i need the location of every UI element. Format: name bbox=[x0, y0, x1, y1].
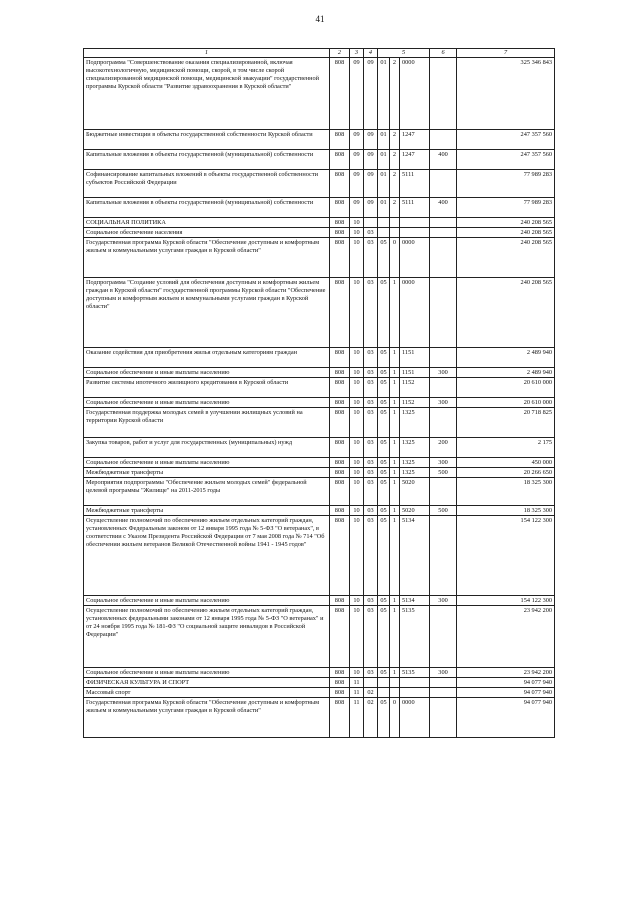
row-ministry-code: 808 bbox=[330, 130, 350, 150]
row-target-article-subprogram: 1 bbox=[390, 398, 400, 408]
row-name: Развитие системы ипотечного жилищного кредитования в Курской области bbox=[84, 378, 330, 398]
row-expense-type bbox=[430, 478, 457, 506]
table-row bbox=[84, 398, 555, 408]
table-row bbox=[84, 516, 555, 596]
table-row bbox=[84, 278, 555, 348]
row-name: Государственная программа Курской области "Обеспечение доступным и комфортным жильем и коммунальными услугами граждан в Курской области" bbox=[84, 238, 330, 278]
row-expense-type: 300 bbox=[430, 458, 457, 468]
table-row bbox=[84, 468, 555, 478]
row-ministry-code: 808 bbox=[330, 438, 350, 458]
row-ministry-code: 808 bbox=[330, 516, 350, 596]
row-target-article-subprogram bbox=[390, 688, 400, 698]
row-name: Закупка товаров, работ и услуг для государственных (муниципальных) нужд bbox=[84, 438, 330, 458]
row-name: Оказание содействия для приобретения жилья отдельным категориям граждан bbox=[84, 348, 330, 368]
row-ministry-code: 808 bbox=[330, 58, 350, 130]
row-ministry-code: 808 bbox=[330, 198, 350, 218]
row-target-article-direction: 1325 bbox=[400, 438, 430, 458]
row-expense-type: 300 bbox=[430, 596, 457, 606]
row-subsection-code: 03 bbox=[364, 368, 378, 378]
row-amount: 247 357 560 bbox=[457, 150, 555, 170]
column-header: 7 bbox=[457, 49, 555, 58]
table-body bbox=[84, 58, 555, 738]
row-name: Межбюджетные трансферты bbox=[84, 506, 330, 516]
row-name: Массовый спорт bbox=[84, 688, 330, 698]
row-section-code: 10 bbox=[350, 408, 364, 438]
row-amount: 20 718 825 bbox=[457, 408, 555, 438]
row-name: СОЦИАЛЬНАЯ ПОЛИТИКА bbox=[84, 218, 330, 228]
row-subsection-code: 03 bbox=[364, 478, 378, 506]
row-subsection-code: 03 bbox=[364, 348, 378, 368]
row-target-article-subprogram: 1 bbox=[390, 378, 400, 398]
row-name: ФИЗИЧЕСКАЯ КУЛЬТУРА И СПОРТ bbox=[84, 678, 330, 688]
table-row bbox=[84, 408, 555, 438]
row-target-article-program bbox=[378, 688, 390, 698]
row-target-article-program: 05 bbox=[378, 668, 390, 678]
row-target-article-direction: 1325 bbox=[400, 468, 430, 478]
row-section-code: 10 bbox=[350, 468, 364, 478]
row-name: Государственная программа Курской области "Обеспечение доступным и комфортным жильем и коммунальными услугами граждан в Курской области" bbox=[84, 698, 330, 738]
table-row bbox=[84, 218, 555, 228]
row-expense-type: 500 bbox=[430, 468, 457, 478]
row-subsection-code: 02 bbox=[364, 688, 378, 698]
row-name: Социальное обеспечение и иные выплаты населению bbox=[84, 458, 330, 468]
row-expense-type: 400 bbox=[430, 198, 457, 218]
row-section-code: 10 bbox=[350, 218, 364, 228]
row-subsection-code: 03 bbox=[364, 398, 378, 408]
row-subsection-code: 03 bbox=[364, 468, 378, 478]
row-target-article-direction: 0000 bbox=[400, 58, 430, 130]
table-row bbox=[84, 688, 555, 698]
row-target-article-program: 05 bbox=[378, 408, 390, 438]
table-row bbox=[84, 348, 555, 368]
row-target-article-program: 05 bbox=[378, 458, 390, 468]
table-row bbox=[84, 228, 555, 238]
row-amount: 240 208 565 bbox=[457, 278, 555, 348]
row-name: Социальное обеспечение и иные выплаты населению bbox=[84, 368, 330, 378]
column-header: 4 bbox=[364, 49, 378, 58]
row-ministry-code: 808 bbox=[330, 606, 350, 668]
row-target-article-program: 01 bbox=[378, 58, 390, 130]
row-section-code: 10 bbox=[350, 378, 364, 398]
row-expense-type bbox=[430, 516, 457, 596]
row-name: Государственная поддержка молодых семей в улучшении жилищных условий на территории Курской области bbox=[84, 408, 330, 438]
row-expense-type bbox=[430, 170, 457, 198]
row-ministry-code: 808 bbox=[330, 348, 350, 368]
row-section-code: 10 bbox=[350, 606, 364, 668]
row-ministry-code: 808 bbox=[330, 688, 350, 698]
row-subsection-code bbox=[364, 678, 378, 688]
row-ministry-code: 808 bbox=[330, 478, 350, 506]
row-target-article-direction: 1325 bbox=[400, 458, 430, 468]
row-ministry-code: 808 bbox=[330, 668, 350, 678]
row-expense-type: 400 bbox=[430, 150, 457, 170]
row-target-article-direction: 5020 bbox=[400, 506, 430, 516]
row-ministry-code: 808 bbox=[330, 368, 350, 378]
row-expense-type bbox=[430, 698, 457, 738]
table-row bbox=[84, 238, 555, 278]
row-target-article-direction: 5135 bbox=[400, 606, 430, 668]
row-target-article-program: 05 bbox=[378, 238, 390, 278]
row-section-code: 10 bbox=[350, 668, 364, 678]
row-target-article-subprogram: 0 bbox=[390, 698, 400, 738]
row-target-article-direction: 5134 bbox=[400, 516, 430, 596]
table-row bbox=[84, 606, 555, 668]
row-ministry-code: 808 bbox=[330, 408, 350, 438]
table-row bbox=[84, 698, 555, 738]
table-row bbox=[84, 150, 555, 170]
table-row bbox=[84, 596, 555, 606]
column-header: 3 bbox=[350, 49, 364, 58]
row-subsection-code bbox=[364, 218, 378, 228]
row-expense-type bbox=[430, 228, 457, 238]
page-number: 41 bbox=[315, 14, 325, 24]
row-target-article-subprogram: 1 bbox=[390, 458, 400, 468]
row-target-article-subprogram bbox=[390, 228, 400, 238]
row-target-article-program: 01 bbox=[378, 198, 390, 218]
row-target-article-direction: 5111 bbox=[400, 170, 430, 198]
row-subsection-code: 03 bbox=[364, 408, 378, 438]
row-target-article-subprogram: 1 bbox=[390, 348, 400, 368]
row-target-article-subprogram: 1 bbox=[390, 408, 400, 438]
row-ministry-code: 808 bbox=[330, 506, 350, 516]
row-subsection-code: 03 bbox=[364, 606, 378, 668]
row-target-article-subprogram: 1 bbox=[390, 368, 400, 378]
row-target-article-program bbox=[378, 678, 390, 688]
row-target-article-subprogram: 1 bbox=[390, 606, 400, 668]
row-subsection-code: 09 bbox=[364, 170, 378, 198]
row-section-code: 11 bbox=[350, 698, 364, 738]
row-amount: 325 346 843 bbox=[457, 58, 555, 130]
row-subsection-code: 03 bbox=[364, 438, 378, 458]
row-expense-type: 500 bbox=[430, 506, 457, 516]
table-row bbox=[84, 170, 555, 198]
row-target-article-direction bbox=[400, 678, 430, 688]
row-amount: 94 077 940 bbox=[457, 678, 555, 688]
row-section-code: 10 bbox=[350, 516, 364, 596]
row-target-article-direction bbox=[400, 228, 430, 238]
column-header: 2 bbox=[330, 49, 350, 58]
row-target-article-program: 05 bbox=[378, 398, 390, 408]
row-target-article-program bbox=[378, 228, 390, 238]
row-amount: 18 325 300 bbox=[457, 506, 555, 516]
row-expense-type bbox=[430, 278, 457, 348]
row-subsection-code: 02 bbox=[364, 698, 378, 738]
row-amount: 94 077 940 bbox=[457, 698, 555, 738]
row-subsection-code: 03 bbox=[364, 458, 378, 468]
row-section-code: 09 bbox=[350, 58, 364, 130]
row-section-code: 09 bbox=[350, 170, 364, 198]
row-amount: 20 610 000 bbox=[457, 378, 555, 398]
row-target-article-program: 05 bbox=[378, 516, 390, 596]
row-target-article-direction: 0000 bbox=[400, 238, 430, 278]
row-target-article-subprogram: 2 bbox=[390, 130, 400, 150]
row-subsection-code: 09 bbox=[364, 150, 378, 170]
row-expense-type bbox=[430, 678, 457, 688]
row-ministry-code: 808 bbox=[330, 596, 350, 606]
row-amount: 154 122 300 bbox=[457, 596, 555, 606]
row-subsection-code: 09 bbox=[364, 130, 378, 150]
table-row bbox=[84, 458, 555, 468]
row-subsection-code: 03 bbox=[364, 596, 378, 606]
row-section-code: 10 bbox=[350, 596, 364, 606]
row-target-article-direction: 5135 bbox=[400, 668, 430, 678]
row-expense-type: 200 bbox=[430, 438, 457, 458]
row-amount: 23 942 200 bbox=[457, 606, 555, 668]
row-section-code: 11 bbox=[350, 688, 364, 698]
row-target-article-direction: 1247 bbox=[400, 150, 430, 170]
row-target-article-direction: 5111 bbox=[400, 198, 430, 218]
row-target-article-direction: 5020 bbox=[400, 478, 430, 506]
row-expense-type bbox=[430, 408, 457, 438]
table-row bbox=[84, 438, 555, 458]
row-section-code: 10 bbox=[350, 478, 364, 506]
row-amount: 77 989 283 bbox=[457, 170, 555, 198]
row-target-article-program: 05 bbox=[378, 506, 390, 516]
row-target-article-direction: 1151 bbox=[400, 368, 430, 378]
row-target-article-subprogram bbox=[390, 678, 400, 688]
row-target-article-direction: 1247 bbox=[400, 130, 430, 150]
row-name: Социальное обеспечение населения bbox=[84, 228, 330, 238]
row-amount: 2 489 940 bbox=[457, 348, 555, 368]
row-target-article-program bbox=[378, 218, 390, 228]
row-target-article-program: 05 bbox=[378, 698, 390, 738]
column-header: 6 bbox=[430, 49, 457, 58]
row-subsection-code: 09 bbox=[364, 58, 378, 130]
row-subsection-code: 03 bbox=[364, 378, 378, 398]
column-header: 1 bbox=[84, 49, 330, 58]
row-section-code: 10 bbox=[350, 368, 364, 378]
row-subsection-code: 03 bbox=[364, 516, 378, 596]
row-expense-type bbox=[430, 348, 457, 368]
row-section-code: 10 bbox=[350, 398, 364, 408]
row-target-article-subprogram: 1 bbox=[390, 468, 400, 478]
row-expense-type bbox=[430, 130, 457, 150]
row-target-article-subprogram: 2 bbox=[390, 170, 400, 198]
row-ministry-code: 808 bbox=[330, 218, 350, 228]
row-amount: 240 208 565 bbox=[457, 218, 555, 228]
row-target-article-subprogram: 1 bbox=[390, 516, 400, 596]
table-row bbox=[84, 378, 555, 398]
row-amount: 2 175 bbox=[457, 438, 555, 458]
table-row bbox=[84, 368, 555, 378]
row-expense-type bbox=[430, 688, 457, 698]
row-target-article-program: 05 bbox=[378, 368, 390, 378]
row-amount: 77 989 283 bbox=[457, 198, 555, 218]
row-expense-type: 300 bbox=[430, 398, 457, 408]
row-target-article-program: 01 bbox=[378, 150, 390, 170]
row-section-code: 10 bbox=[350, 458, 364, 468]
row-target-article-direction: 5134 bbox=[400, 596, 430, 606]
table-row bbox=[84, 506, 555, 516]
row-subsection-code: 03 bbox=[364, 228, 378, 238]
row-target-article-program: 05 bbox=[378, 478, 390, 506]
row-name: Социальное обеспечение и иные выплаты населению bbox=[84, 596, 330, 606]
row-amount: 240 208 565 bbox=[457, 228, 555, 238]
budget-table bbox=[83, 48, 555, 738]
table-header-row bbox=[84, 49, 555, 58]
row-amount: 247 357 560 bbox=[457, 130, 555, 150]
row-target-article-subprogram: 2 bbox=[390, 198, 400, 218]
row-amount: 94 077 940 bbox=[457, 688, 555, 698]
row-expense-type bbox=[430, 58, 457, 130]
row-name: Осуществление полномочий по обеспечению жильем отдельных категорий граждан, установленных федеральными законами от 12 января 1995 года № 5-ФЗ "О ветеранах" и от 24 ноября 1995 года № 181-ФЗ "О социальной защите инвалидов в Российской Федерации" bbox=[84, 606, 330, 668]
row-name: Социальное обеспечение и иные выплаты населению bbox=[84, 398, 330, 408]
row-target-article-direction bbox=[400, 218, 430, 228]
row-expense-type bbox=[430, 606, 457, 668]
row-target-article-direction: 1152 bbox=[400, 378, 430, 398]
row-amount: 450 000 bbox=[457, 458, 555, 468]
row-target-article-direction: 1325 bbox=[400, 408, 430, 438]
row-target-article-program: 05 bbox=[378, 596, 390, 606]
row-target-article-direction: 1151 bbox=[400, 348, 430, 368]
row-target-article-program: 05 bbox=[378, 378, 390, 398]
row-section-code: 10 bbox=[350, 228, 364, 238]
row-amount: 240 208 565 bbox=[457, 238, 555, 278]
row-ministry-code: 808 bbox=[330, 278, 350, 348]
row-expense-type: 300 bbox=[430, 368, 457, 378]
row-amount: 2 489 940 bbox=[457, 368, 555, 378]
row-ministry-code: 808 bbox=[330, 170, 350, 198]
row-expense-type bbox=[430, 218, 457, 228]
row-target-article-program: 05 bbox=[378, 278, 390, 348]
row-amount: 23 942 200 bbox=[457, 668, 555, 678]
row-target-article-program: 01 bbox=[378, 170, 390, 198]
row-target-article-direction bbox=[400, 688, 430, 698]
table-row bbox=[84, 198, 555, 218]
row-section-code: 09 bbox=[350, 198, 364, 218]
row-target-article-subprogram: 1 bbox=[390, 506, 400, 516]
row-amount: 18 325 300 bbox=[457, 478, 555, 506]
row-section-code: 09 bbox=[350, 150, 364, 170]
row-ministry-code: 808 bbox=[330, 228, 350, 238]
row-target-article-program: 01 bbox=[378, 130, 390, 150]
row-section-code: 10 bbox=[350, 506, 364, 516]
row-target-article-subprogram: 1 bbox=[390, 278, 400, 348]
table-row bbox=[84, 678, 555, 688]
row-name: Капитальные вложения в объекты государственной (муниципальной) собственности bbox=[84, 150, 330, 170]
table-row bbox=[84, 58, 555, 130]
row-expense-type bbox=[430, 238, 457, 278]
row-ministry-code: 808 bbox=[330, 150, 350, 170]
row-target-article-subprogram: 2 bbox=[390, 150, 400, 170]
row-ministry-code: 808 bbox=[330, 238, 350, 278]
row-subsection-code: 09 bbox=[364, 198, 378, 218]
row-target-article-direction: 1152 bbox=[400, 398, 430, 408]
row-name: Капитальные вложения в объекты государственной (муниципальной) собственности bbox=[84, 198, 330, 218]
row-target-article-subprogram bbox=[390, 218, 400, 228]
row-subsection-code: 03 bbox=[364, 506, 378, 516]
row-name: Межбюджетные трансферты bbox=[84, 468, 330, 478]
row-target-article-subprogram: 2 bbox=[390, 58, 400, 130]
row-ministry-code: 808 bbox=[330, 398, 350, 408]
row-ministry-code: 808 bbox=[330, 468, 350, 478]
row-section-code: 09 bbox=[350, 130, 364, 150]
row-amount: 154 122 300 bbox=[457, 516, 555, 596]
row-section-code: 11 bbox=[350, 678, 364, 688]
row-target-article-subprogram: 0 bbox=[390, 238, 400, 278]
row-target-article-subprogram: 1 bbox=[390, 438, 400, 458]
row-expense-type bbox=[430, 378, 457, 398]
row-name: Социальное обеспечение и иные выплаты населению bbox=[84, 668, 330, 678]
row-target-article-subprogram: 1 bbox=[390, 668, 400, 678]
row-section-code: 10 bbox=[350, 348, 364, 368]
row-section-code: 10 bbox=[350, 438, 364, 458]
row-name: Осуществление полномочий по обеспечению жильем отдельных категорий граждан, установленных Федеральным законом от 12 января 1995 года № 5-ФЗ "О ветеранах", в соответствии с Указом Президента Российской Федерации от 7 мая 2008 года № 714 "Об обеспечении жильем ветеранов Великой Отечественной войны 1941 - 1945 годов" bbox=[84, 516, 330, 596]
row-name: Бюджетные инвестиции в объекты государственной собственности Курской области bbox=[84, 130, 330, 150]
table-row bbox=[84, 668, 555, 678]
row-subsection-code: 03 bbox=[364, 278, 378, 348]
row-target-article-program: 05 bbox=[378, 348, 390, 368]
table-row bbox=[84, 130, 555, 150]
row-target-article-direction: 0000 bbox=[400, 278, 430, 348]
table-row bbox=[84, 478, 555, 506]
row-target-article-program: 05 bbox=[378, 468, 390, 478]
row-ministry-code: 808 bbox=[330, 698, 350, 738]
row-target-article-program: 05 bbox=[378, 438, 390, 458]
row-subsection-code: 03 bbox=[364, 238, 378, 278]
row-expense-type: 300 bbox=[430, 668, 457, 678]
row-name: Софинансирование капитальных вложений в объекты государственной собственности субъектов Российской Федерации bbox=[84, 170, 330, 198]
row-ministry-code: 808 bbox=[330, 378, 350, 398]
row-target-article-subprogram: 1 bbox=[390, 478, 400, 506]
row-amount: 20 610 000 bbox=[457, 398, 555, 408]
row-name: Подпрограмма "Совершенствование оказания специализированной, включая высокотехнологичную, медицинской помощи, скорой, в том числе скорой специализированной медицинской помощи, медицинской эвакуации" государственной программы Курской области "Развитие здравоохранения в Курской области" bbox=[84, 58, 330, 130]
row-name: Подпрограмма "Создание условий для обеспечения доступным и комфортным жильем граждан в Курской области" государственной программы Курской области "Обеспечение доступным и комфортным жильем и коммунальными услугами граждан в Курской области" bbox=[84, 278, 330, 348]
row-target-article-subprogram: 1 bbox=[390, 596, 400, 606]
row-section-code: 10 bbox=[350, 278, 364, 348]
row-name: Мероприятия подпрограммы "Обеспечение жильем молодых семей" федеральной целевой программы "Жилище" на 2011-2015 годы bbox=[84, 478, 330, 506]
row-ministry-code: 808 bbox=[330, 458, 350, 468]
column-header: 5 bbox=[378, 49, 430, 58]
row-subsection-code: 03 bbox=[364, 668, 378, 678]
row-amount: 20 266 650 bbox=[457, 468, 555, 478]
row-section-code: 10 bbox=[350, 238, 364, 278]
row-target-article-direction: 0000 bbox=[400, 698, 430, 738]
row-ministry-code: 808 bbox=[330, 678, 350, 688]
row-target-article-program: 05 bbox=[378, 606, 390, 668]
